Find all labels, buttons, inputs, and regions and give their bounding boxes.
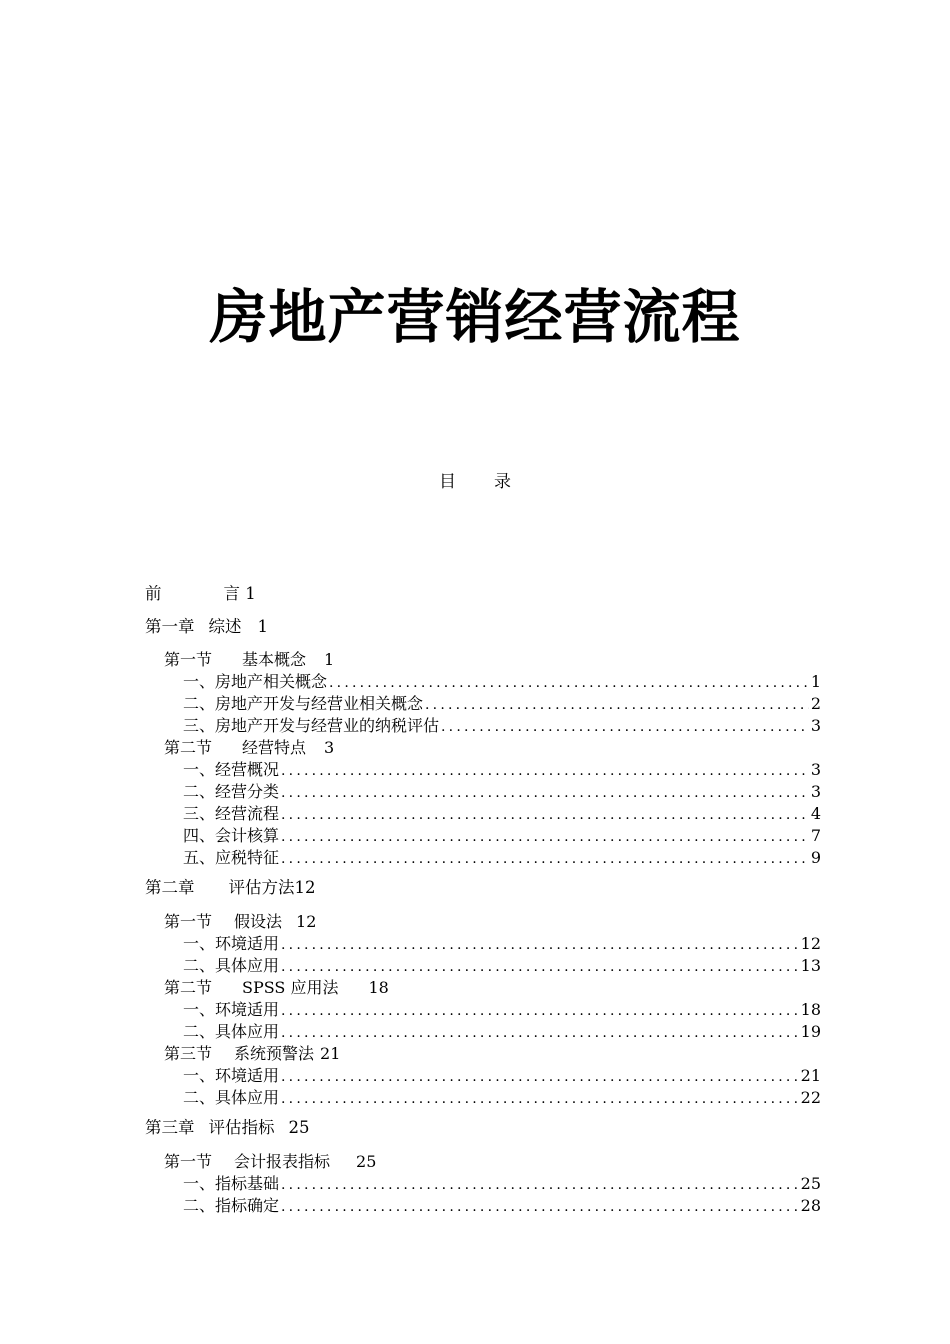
toc-chapter-2[interactable] (145, 878, 316, 898)
toc-section-page: 21 (320, 1044, 341, 1063)
toc-item[interactable] (183, 1022, 821, 1043)
toc-section-label: 第三节 (164, 1044, 213, 1063)
toc-item[interactable] (183, 848, 821, 869)
toc-leader-dots (281, 849, 809, 869)
toc-item[interactable] (183, 1088, 821, 1109)
document-title: 房地产营销经营流程 (209, 283, 741, 351)
toc-item-label: 四、会计核算 (183, 826, 280, 845)
toc-item-label: 二、指标确定 (183, 1196, 280, 1215)
toc-item[interactable] (183, 1174, 821, 1195)
toc-item-label: 三、房地产开发与经营业的纳税评估 (183, 716, 440, 735)
toc-section-label: 第一节 (164, 1152, 213, 1171)
toc-leader-dots (329, 673, 809, 693)
toc-chapter-page: 1 (257, 617, 268, 636)
toc-chapter-page: 12 (294, 878, 316, 897)
toc-item[interactable] (183, 716, 821, 737)
toc-preface-page: 1 (245, 584, 256, 603)
toc-chapter-3[interactable] (145, 1118, 310, 1138)
toc-chapter-page: 25 (288, 1118, 310, 1137)
toc-section-1-1[interactable] (164, 650, 334, 670)
toc-item-page: 3 (810, 760, 821, 779)
toc-item[interactable] (183, 956, 821, 977)
toc-item[interactable] (183, 672, 821, 693)
toc-item-label: 二、房地产开发与经营业相关概念 (183, 694, 424, 713)
toc-item[interactable] (183, 826, 821, 847)
toc-item-page: 9 (810, 848, 821, 867)
toc-leader-dots (281, 805, 809, 825)
toc-section-page: 18 (368, 978, 389, 997)
toc-section-label: 第二节 (164, 738, 213, 757)
toc-item-page: 19 (800, 1022, 821, 1041)
toc-item-page: 21 (800, 1066, 821, 1085)
toc-section-page: 1 (324, 650, 335, 669)
toc-section-label: 第二节 (164, 978, 213, 997)
toc-item-page: 25 (800, 1174, 821, 1193)
toc-leader-dots (281, 1175, 799, 1195)
toc-leader-dots (441, 717, 809, 737)
toc-section-name: 会计报表指标 (234, 1152, 331, 1171)
toc-item[interactable] (183, 1066, 821, 1087)
toc-leader-dots (281, 1089, 799, 1109)
toc-item-page: 3 (810, 716, 821, 735)
toc-leader-dots (425, 695, 809, 715)
toc-section-label: 第一节 (164, 650, 213, 669)
toc-item-page: 3 (810, 782, 821, 801)
toc-section-label: 第一节 (164, 912, 213, 931)
toc-leader-dots (281, 761, 809, 781)
toc-section-name: 经营特点 (242, 738, 307, 757)
toc-chapter-name: 综述 (208, 617, 242, 636)
toc-item[interactable] (183, 694, 821, 715)
toc-section-2-1[interactable] (164, 912, 316, 932)
toc-chapter-name: 评估指标 (208, 1118, 275, 1137)
toc-item-label: 二、经营分类 (183, 782, 280, 801)
toc-leader-dots (281, 1197, 799, 1217)
toc-item-page: 18 (800, 1000, 821, 1019)
toc-item-page: 1 (810, 672, 821, 691)
toc-item-label: 一、指标基础 (183, 1174, 280, 1193)
toc-chapter-label: 第二章 (145, 878, 195, 897)
toc-item-label: 一、环境适用 (183, 934, 280, 953)
toc-leader-dots (281, 827, 809, 847)
toc-preface-label-b: 言 (223, 584, 240, 603)
toc-item[interactable] (183, 782, 821, 803)
toc-preface-label-a: 前 (145, 584, 162, 603)
toc-item[interactable] (183, 934, 821, 955)
toc-section-name: 基本概念 (242, 650, 307, 669)
toc-preface[interactable] (145, 584, 256, 604)
toc-leader-dots (281, 1023, 799, 1043)
toc-section-name: 系统预警法 (234, 1044, 315, 1063)
toc-leader-dots (281, 1067, 799, 1087)
toc-leader-dots (281, 1001, 799, 1021)
toc-item-label: 二、具体应用 (183, 956, 280, 975)
toc-leader-dots (281, 783, 809, 803)
toc-chapter-1[interactable] (145, 617, 268, 637)
toc-item-label: 二、具体应用 (183, 1088, 280, 1107)
toc-section-page: 3 (324, 738, 335, 757)
toc-leader-dots (281, 957, 799, 977)
toc-item-label: 一、环境适用 (183, 1066, 280, 1085)
toc-section-page: 12 (296, 912, 317, 931)
toc-heading-right: 录 (494, 472, 511, 492)
toc-section-name: SPSS 应用法 (242, 978, 339, 997)
toc-item-label: 三、经营流程 (183, 804, 280, 823)
toc-item[interactable] (183, 1000, 821, 1021)
toc-item[interactable] (183, 804, 821, 825)
toc-item-label: 一、环境适用 (183, 1000, 280, 1019)
toc-heading-left: 目 (439, 472, 456, 492)
toc-chapter-label: 第三章 (145, 1118, 195, 1137)
toc-item-label: 二、具体应用 (183, 1022, 280, 1041)
toc-item[interactable] (183, 760, 821, 781)
toc-item[interactable] (183, 1196, 821, 1217)
toc-section-page: 25 (356, 1152, 377, 1171)
toc-item-page: 12 (800, 934, 821, 953)
toc-chapter-label: 第一章 (145, 617, 195, 636)
toc-section-name: 假设法 (234, 912, 283, 931)
toc-item-page: 22 (800, 1088, 821, 1107)
toc-item-label: 一、房地产相关概念 (183, 672, 328, 691)
toc-section-1-2[interactable] (164, 738, 334, 758)
toc-item-page: 7 (810, 826, 821, 845)
toc-item-page: 28 (800, 1196, 821, 1215)
toc-leader-dots (281, 935, 799, 955)
toc-item-label: 一、经营概况 (183, 760, 280, 779)
toc-section-3-1[interactable] (164, 1152, 376, 1172)
toc-item-page: 4 (810, 804, 821, 823)
toc-item-page: 13 (800, 956, 821, 975)
toc-item-label: 五、应税特征 (183, 848, 280, 867)
toc-item-page: 2 (810, 694, 821, 713)
toc-section-2-2[interactable] (164, 978, 389, 998)
toc-chapter-name: 评估方法 (228, 878, 295, 897)
toc-section-2-3[interactable] (164, 1044, 340, 1064)
